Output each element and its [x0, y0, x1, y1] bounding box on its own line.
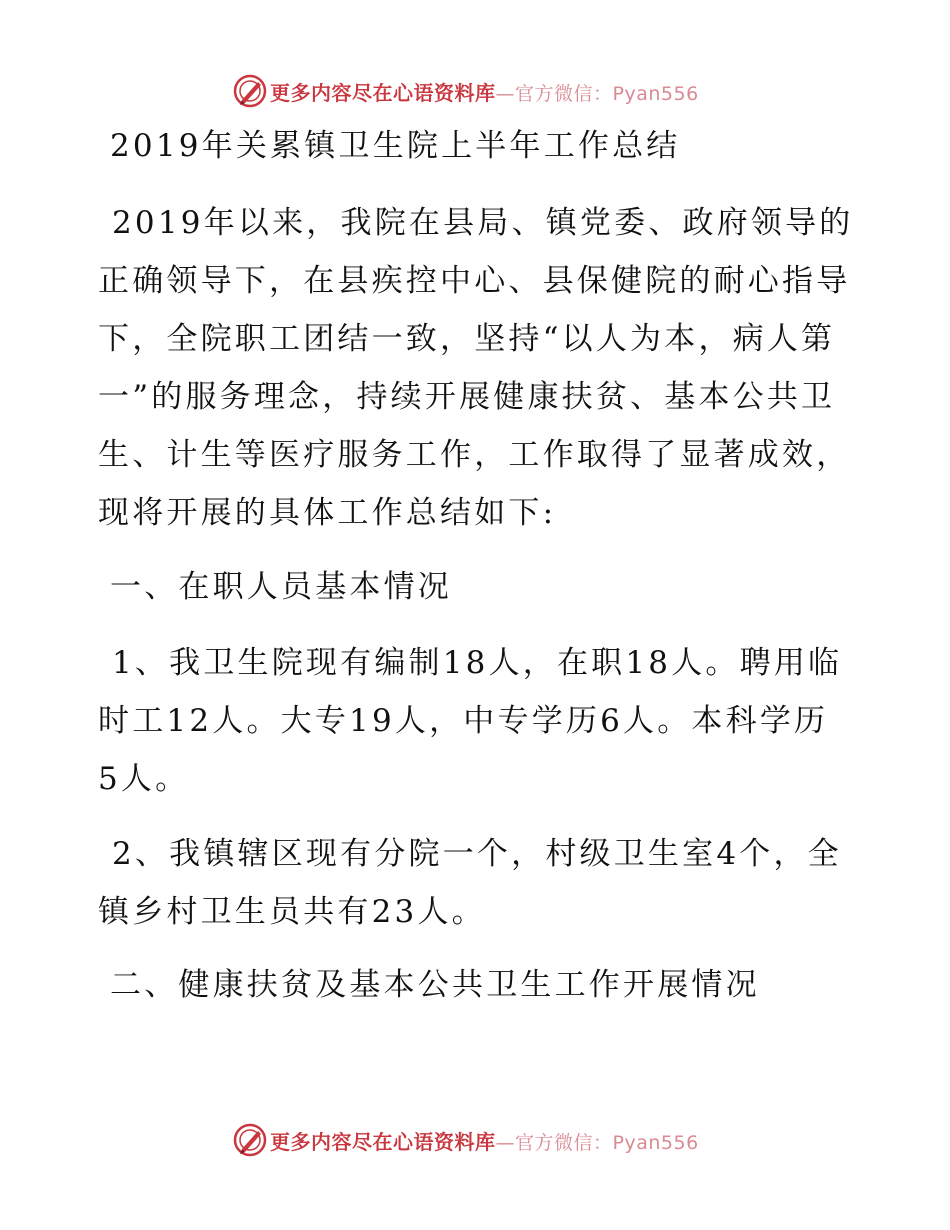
pen-logo-icon: [232, 1122, 268, 1158]
watermark-header: [232, 73, 699, 109]
watermark-footer: [232, 1122, 699, 1158]
paragraph-line: 2、我镇辖区现有分院一个，村级卫生室4个，全: [112, 836, 842, 872]
watermark-text: [270, 1126, 699, 1155]
paragraph-line: 1、我卫生院现有编制18人，在职18人。聘用临: [112, 645, 843, 681]
paragraph-line: 生、计生等医疗服务工作，工作取得了显著成效，: [98, 437, 851, 473]
paragraph-line: 5人。: [98, 761, 190, 797]
watermark-main-text: 更多内容尽在心语资料库: [270, 80, 496, 105]
pen-logo-icon: [232, 73, 268, 109]
watermark-text: [270, 77, 699, 106]
paragraph-line: 镇乡村卫生员共有23人。: [98, 894, 486, 930]
paragraph-line: 一”的服务理念，持续开展健康扶贫、基本公共卫: [98, 379, 836, 415]
paragraph-line: 正确领导下，在县疾控中心、县保健院的耐心指导: [98, 263, 851, 299]
document-title: 2019年关累镇卫生院上半年工作总结: [110, 128, 681, 164]
paragraph-line: 下，全院职工团结一致，坚持“以人为本，病人第: [98, 321, 836, 357]
watermark-main-text: 更多内容尽在心语资料库: [270, 1129, 496, 1154]
paragraph-line: 现将开展的具体工作总结如下:: [98, 495, 557, 531]
section-heading: 一、在职人员基本情况: [110, 569, 452, 605]
section-heading: 二、健康扶贫及基本公共卫生工作开展情况: [110, 967, 760, 1003]
watermark-suffix-text: —官方微信：Pyan556: [495, 1131, 699, 1154]
watermark-suffix-text: —官方微信：Pyan556: [495, 82, 699, 105]
paragraph-line: 时工12人。大专19人，中专学历6人。本科学历: [98, 703, 829, 739]
paragraph-line: 2019年以来，我院在县局、镇党委、政府领导的: [112, 205, 854, 241]
